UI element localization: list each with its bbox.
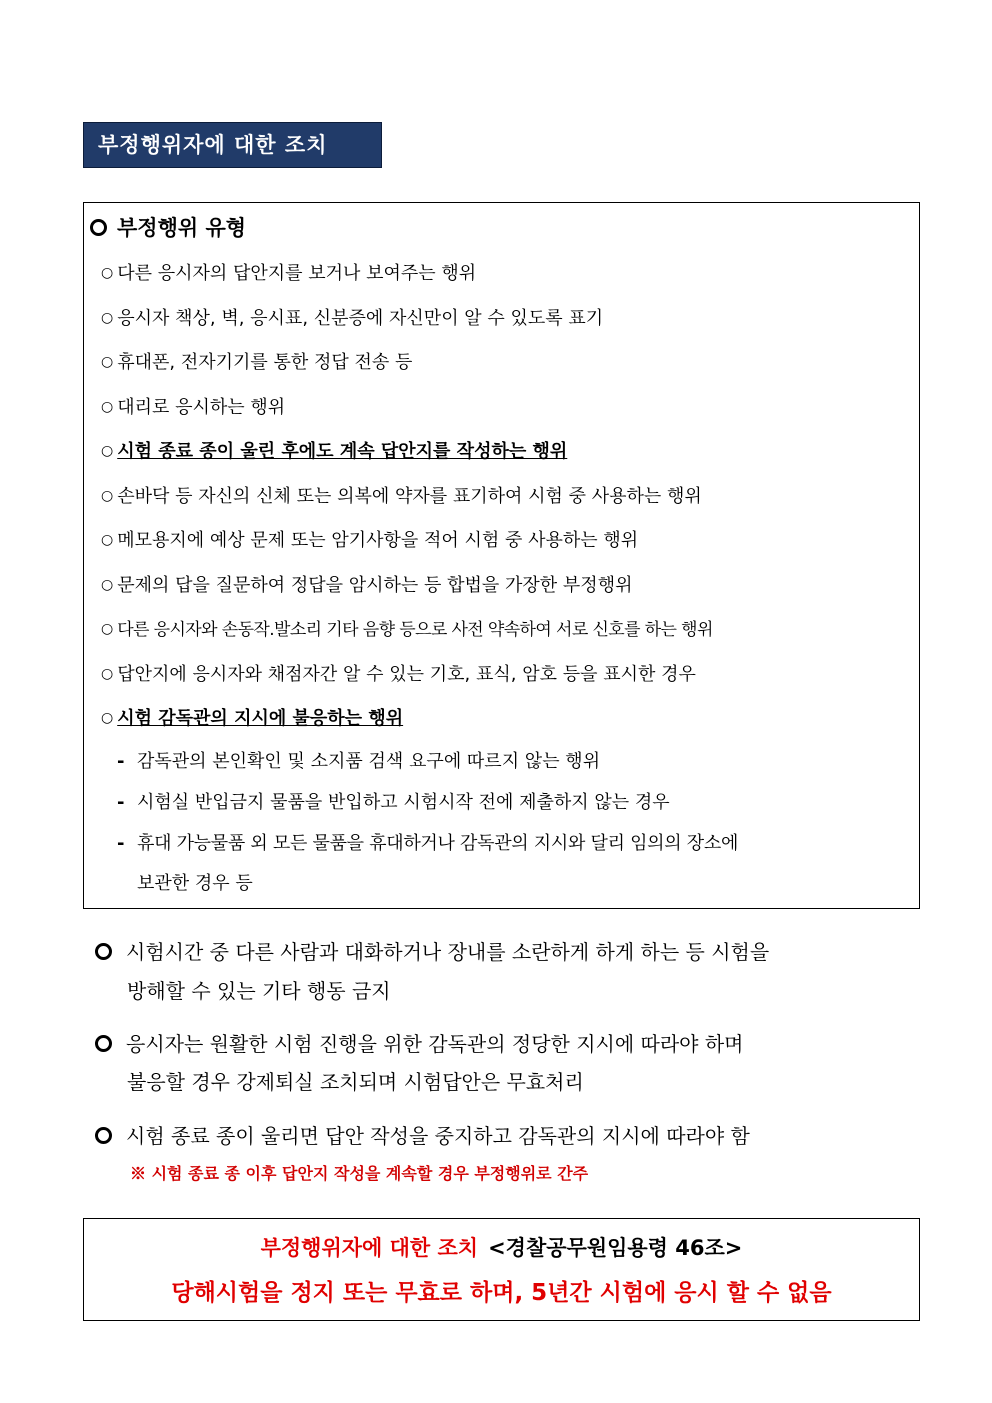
paragraph-continuation: 방해할 수 있는 기타 행동 금지 xyxy=(127,979,391,1003)
list-item: ○ 대리로 응시하는 행위 xyxy=(101,397,286,418)
small-circle-icon: ○ xyxy=(101,577,114,593)
misconduct-types-box xyxy=(83,202,920,909)
small-circle-icon: ○ xyxy=(101,399,114,415)
small-circle-icon: ○ xyxy=(101,310,114,326)
list-item: ○ 답안지에 응시자와 채점자간 알 수 있는 기호, 표식, 암호 등을 표시한 경우 xyxy=(101,664,696,685)
sub-list-item: - 휴대 가능물품 외 모든 물품을 휴대하거나 감독관의 지시와 달리 임의의 장소에 xyxy=(117,833,739,854)
types-heading xyxy=(90,213,246,243)
paragraph-line: 시험 종료 종이 울리면 답안 작성을 중지하고 감독관의 지시에 따라야 함 xyxy=(95,1117,750,1155)
sub-list-item: - 시험실 반입금지 물품을 반입하고 시험시작 전에 제출하지 않는 경우 xyxy=(117,792,670,813)
list-item: ○ 시험 감독관의 지시에 불응하는 행위 xyxy=(101,708,404,729)
small-circle-icon: ○ xyxy=(101,354,114,370)
circle-bullet-icon xyxy=(95,1035,112,1052)
small-circle-icon: ○ xyxy=(101,265,114,281)
penalty-heading: 부정행위자에 대한 조치 <경찰공무원임용령 46조> xyxy=(260,1236,743,1260)
list-item: ○ 다른 응시자와 손동작.발소리 기타 음향 등으로 사전 약속하여 서로 신호를 하는 행위 xyxy=(101,620,713,640)
list-item: ○ 문제의 답을 질문하여 정답을 암시하는 등 합법을 가장한 부정행위 xyxy=(101,575,633,596)
warning-note: ※ 시험 종료 종 이후 답안지 작성을 계속할 경우 부정행위로 간주 xyxy=(130,1164,589,1183)
paragraph-line: 시험시간 중 다른 사람과 대화하거나 장내를 소란하게 하게 하는 등 시험을 xyxy=(95,933,769,971)
small-circle-icon: ○ xyxy=(101,488,114,504)
small-circle-icon: ○ xyxy=(101,443,114,459)
paragraph-line: 응시자는 원활한 시험 진행을 위한 감독관의 정당한 지시에 따라야 하며 xyxy=(95,1025,744,1063)
penalty-box xyxy=(83,1218,920,1321)
list-item: ○ 메모용지에 예상 문제 또는 암기사항을 적어 시험 중 사용하는 행위 xyxy=(101,530,639,551)
section-title: 부정행위자에 대한 조치 xyxy=(83,122,382,168)
circle-bullet-icon xyxy=(95,943,112,960)
list-item: ○ 다른 응시자의 답안지를 보거나 보여주는 행위 xyxy=(101,263,477,284)
small-circle-icon: ○ xyxy=(101,666,114,682)
list-item: ○ 시험 종료 종이 울린 후에도 계속 답안지를 작성하는 행위 xyxy=(101,441,568,462)
sub-list-item: - 감독관의 본인확인 및 소지품 검색 요구에 따르지 않는 행위 xyxy=(117,751,601,772)
sub-list-item-continuation: 보관한 경우 등 xyxy=(137,873,253,894)
small-circle-icon: ○ xyxy=(101,532,114,548)
list-item: ○ 응시자 책상, 벽, 응시표, 신분증에 자신만이 알 수 있도록 표기 xyxy=(101,308,604,329)
penalty-text: 당해시험을 정지 또는 무효로 하며, 5년간 시험에 응시 할 수 없음 xyxy=(171,1280,832,1306)
circle-bullet-icon xyxy=(95,1127,112,1144)
law-reference: <경찰공무원임용령 46조> xyxy=(488,1236,743,1260)
small-circle-icon: ○ xyxy=(101,621,114,637)
types-heading-text: 부정행위 유형 xyxy=(117,216,247,240)
list-item: ○ 휴대폰, 전자기기를 통한 정답 전송 등 xyxy=(101,352,413,373)
paragraph-continuation: 불응할 경우 강제퇴실 조치되며 시험답안은 무효처리 xyxy=(127,1070,584,1094)
list-item: ○ 손바닥 등 자신의 신체 또는 의복에 약자를 표기하여 시험 중 사용하는 행위 xyxy=(101,486,702,507)
circle-bullet-icon xyxy=(90,219,107,236)
small-circle-icon: ○ xyxy=(101,710,114,726)
